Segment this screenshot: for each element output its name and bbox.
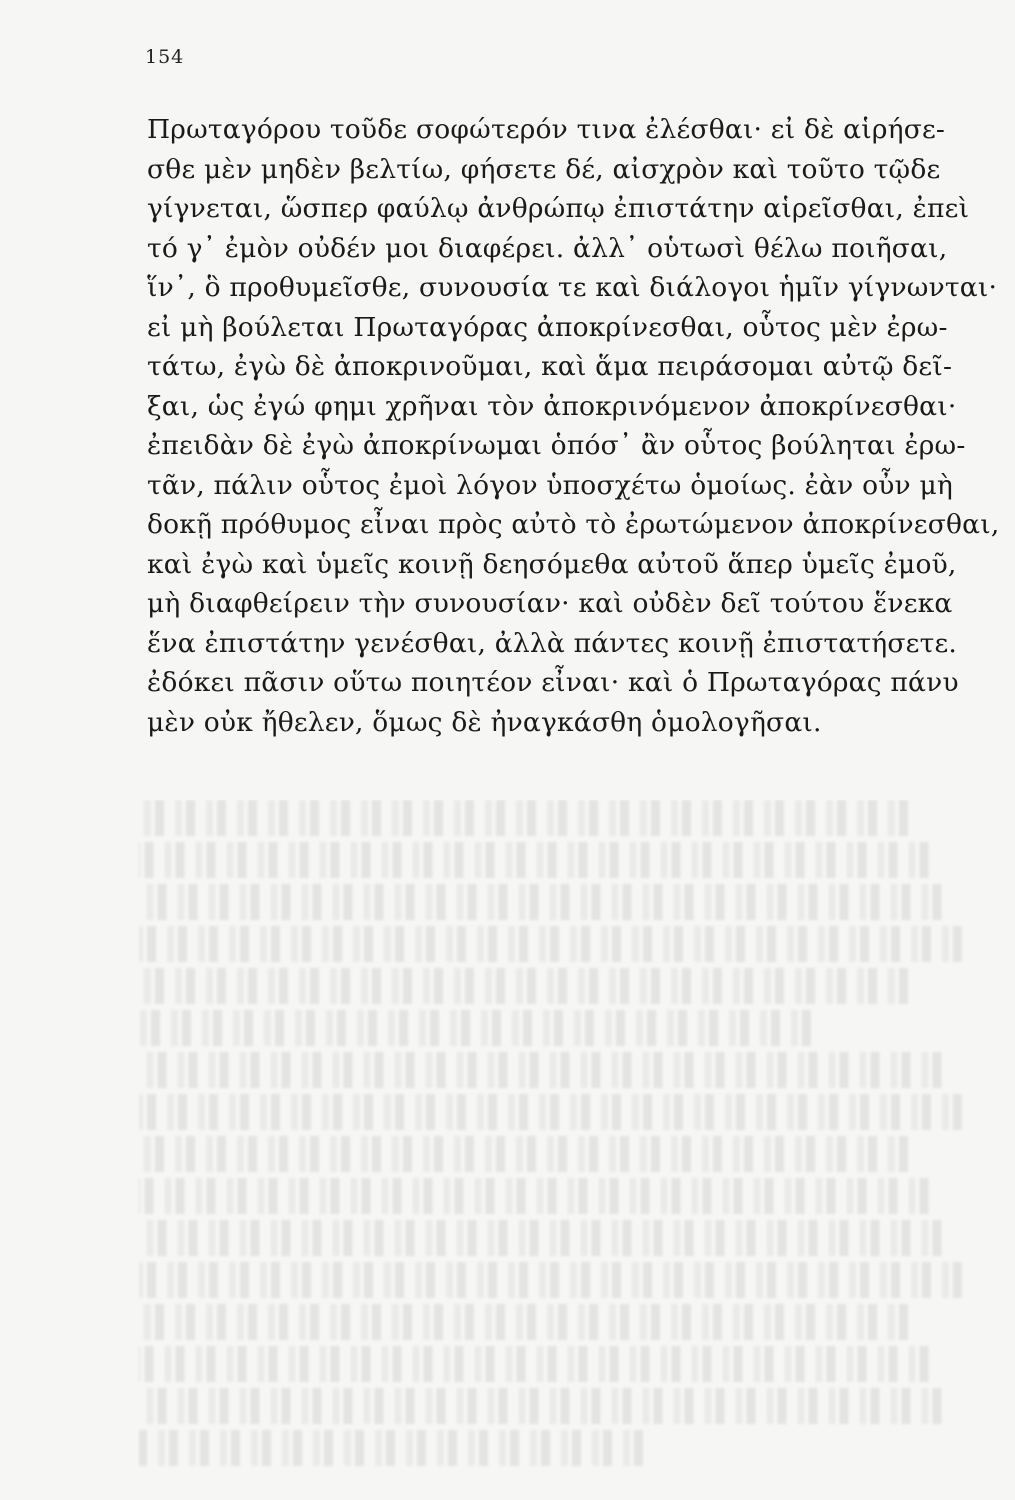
show-through-line <box>139 1346 929 1382</box>
text-line: τάτω, ἐγὼ δὲ ἀποκρινοῦμαι, καὶ ἅμα πειράσομαι αὐτῷ δεῖ- <box>147 351 953 382</box>
text-line: γίγνεται, ὥσπερ φαύλῳ ἀνθρώπῳ ἐπιστάτην αἱρεῖσθαι, ἐπεὶ <box>147 193 970 224</box>
greek-text-body <box>147 110 1000 742</box>
show-through-line <box>135 1136 908 1172</box>
show-through-line <box>139 1178 929 1214</box>
text-line: καὶ ἐγὼ καὶ ὑμεῖς κοινῇ δεησόμεθα αὐτοῦ ἅπερ ὑμεῖς ἐμοῦ, <box>147 548 957 580</box>
reverse-page-show-through <box>135 800 975 1490</box>
show-through-line <box>135 1220 941 1256</box>
text-line: σθε μὲν μηδὲν βελτίω, φήσετε δέ, αἰσχρὸν καὶ τοῦτο τῷδε <box>147 153 941 185</box>
text-line: εἰ μὴ βούλεται Πρωταγόρας ἀποκρίνεσθαι, οὗτος μὲν ἐρω- <box>147 311 948 343</box>
text-line: ἐδόκει πᾶσιν οὕτω ποιητέον εἶναι· καὶ ὁ Πρωταγόρας πάνυ <box>147 667 959 698</box>
text-line: ἐπειδὰν δὲ ἐγὼ ἀποκρίνωμαι ὁπόσ᾽ ἂν οὗτος βούληται ἐρω- <box>147 430 966 461</box>
text-line: μὲν οὐκ ἤθελεν, ὅμως δὲ ἠναγκάσθη ὁμολογῆσαι. <box>147 706 822 738</box>
show-through-line <box>135 1304 908 1340</box>
show-through-line <box>139 1430 643 1466</box>
show-through-line <box>135 1052 941 1088</box>
show-through-line <box>135 968 908 1004</box>
text-line: Πρωταγόρου τοῦδε σοφώτερόν τινα ἐλέσθαι· εἰ δὲ αἱρήσε- <box>147 114 946 145</box>
text-line: ἕνα ἐπιστάτην γενέσθαι, ἀλλὰ πάντες κοινῇ ἐπιστατήσετε. <box>147 627 958 659</box>
show-through-line <box>139 1094 962 1130</box>
text-line: ξαι, ὡς ἐγώ φημι χρῆναι τὸν ἀποκρινόμενον ἀποκρίνεσθαι· <box>147 390 957 422</box>
show-through-line <box>139 926 962 962</box>
show-through-line <box>139 1010 811 1046</box>
text-line: τᾶν, πάλιν οὗτος ἐμοὶ λόγον ὑποσχέτω ὁμοίως. ἐὰν οὖν μὴ <box>147 469 953 501</box>
text-line: ἵν᾽, ὃ προθυμεῖσθε, συνουσία τε καὶ διάλογοι ἡμῖν γίγνωνται· <box>147 272 998 303</box>
page-number: 154 <box>145 46 185 68</box>
show-through-line <box>135 884 941 920</box>
text-line: δοκῇ πρόθυμος εἶναι πρὸς αὐτὸ τὸ ἐρωτώμενον ἀποκρίνεσθαι, <box>147 509 1000 540</box>
show-through-line <box>139 842 929 878</box>
show-through-line <box>139 1262 962 1298</box>
show-through-line <box>135 800 908 836</box>
text-line: μὴ διαφθείρειν τὴν συνουσίαν· καὶ οὐδὲν δεῖ τούτου ἕνεκα <box>147 588 953 619</box>
text-line: τό γ᾽ ἐμὸν οὐδέν μοι διαφέρει. ἀλλ᾽ οὑτωσὶ θέλω ποιῆσαι, <box>147 232 948 264</box>
show-through-line <box>135 1388 941 1424</box>
